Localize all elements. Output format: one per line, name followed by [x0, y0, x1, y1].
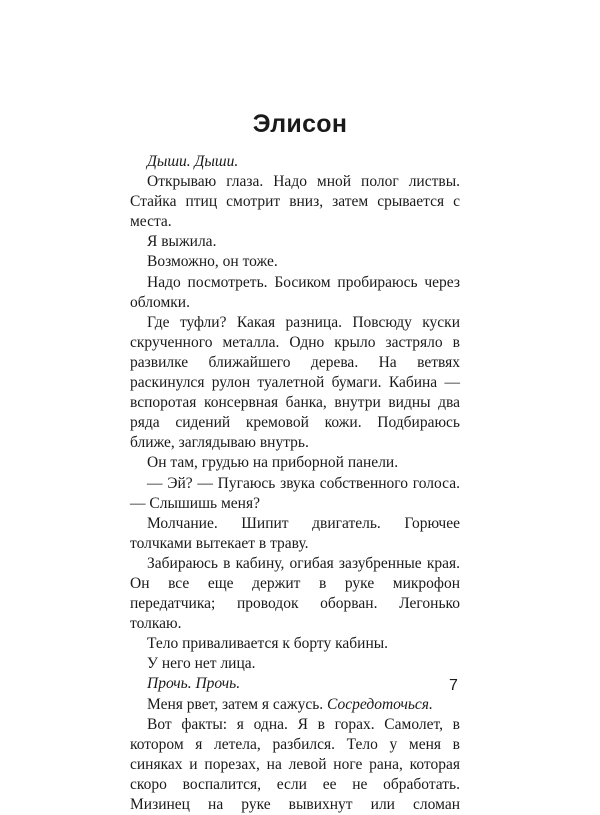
page-number: 7 [449, 677, 458, 694]
paragraph: Дыши. Дыши. [147, 153, 239, 170]
paragraph: Вот факты: я одна. Я в горах. Самолет, в котором я летела, разбился. Тело у меня в синяках и порезах, на левой ноге рана, которая скоро воспалится, если ее не обработать. Мизинец на руке вывихнут или сломан [130, 715, 460, 813]
chapter-title: Элисон [252, 110, 348, 138]
paragraph: Возможно, он тоже. [147, 253, 278, 271]
paragraph-text: Меня рвет, затем я сажусь. [147, 695, 328, 713]
paragraph: Тело приваливается к борту кабины. [147, 635, 389, 653]
paragraph: Забираюсь в кабину, огибая зазубренные края. Он все еще держит в руке микрофон передатчика; проводок оборван. Легонько толкаю. [130, 554, 460, 633]
chapter-body [130, 152, 460, 815]
paragraph: Прочь. Прочь. [147, 675, 241, 693]
paragraph: Открываю глаза. Надо мной полог листвы. Стайка птиц смотрит вниз, затем срывается с места. [130, 173, 460, 231]
paragraph: Молчание. Шипит двигатель. Горючее толчками вытекает в траву. [130, 514, 460, 552]
paragraph: Он там, грудью на приборной панели. [147, 454, 399, 472]
paragraph: У него нет лица. [147, 655, 256, 673]
paragraph [130, 695, 460, 715]
paragraph-emphasis: Сосредоточься. [327, 695, 433, 713]
paragraph: Надо посмотреть. Босиком пробираюсь через обломки. [130, 273, 460, 311]
paragraph: Где туфли? Какая разница. Повсюду куски скрученного металла. Одно крыло застряло в развилке ближайшего дерева. На ветвях раскинулся рулон туалетной бумаги. Кабина — вспоротая консервная банка, внутри видны два ряда сидений кремовой кожи. Подбираюсь ближе, заглядываю внутрь. [130, 313, 460, 452]
paragraph: Я выжила. [147, 233, 217, 251]
paragraph: — Эй? — Пугаюсь звука собственного голоса. — Слышишь меня? [130, 474, 460, 512]
